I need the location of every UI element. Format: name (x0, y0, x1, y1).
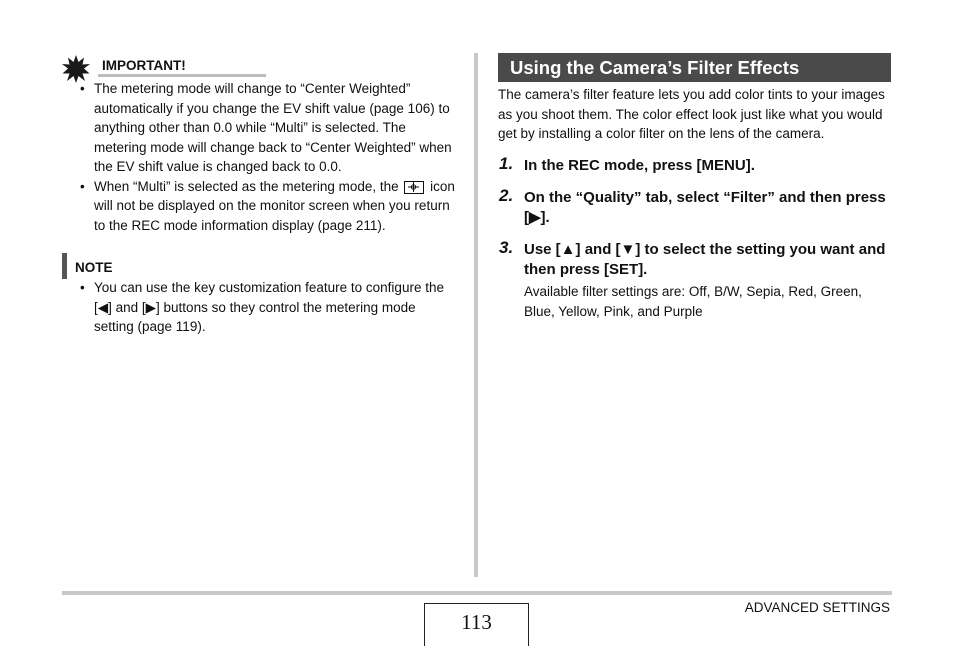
note-title: NOTE (75, 260, 113, 275)
step-text: Use [▲] and [▼] to select the setting you want and then press [SET]. (524, 240, 886, 278)
important-item-2-start: When “Multi” is selected as the metering mode, the (94, 178, 399, 194)
left-column (62, 55, 462, 337)
section-title: Using the Camera’s Filter Effects (498, 53, 891, 82)
step-number: 1. (499, 153, 514, 173)
list-item (62, 79, 456, 177)
bullet: • (80, 81, 85, 96)
step-3 (498, 237, 891, 322)
important-item-2-end: icon will not be displayed on the monitor screen when you return to the REC mode information display (page 211). (94, 178, 455, 233)
step-1 (498, 153, 891, 176)
important-underline (98, 74, 266, 77)
section-intro: The camera’s filter feature lets you add color tints to your images as you shoot them. The color effect look just like what you would get by installing a color filter on the lens of the camera. (498, 87, 885, 141)
bullet: • (80, 178, 85, 194)
footer-rule (62, 591, 892, 595)
important-title: IMPORTANT! (102, 58, 186, 73)
column-divider (474, 53, 478, 577)
footer-section-label: ADVANCED SETTINGS (744, 600, 890, 615)
note-item-1: You can use the key customization feature to configure the [◀] and [▶] buttons so they control the metering mode setting (page 119). (94, 280, 444, 334)
important-item-1: The metering mode will change to “Center Weighted” automatically if you change the EV shift value (page 106) to anything other than 0.0 while “Multi” is selected. The metering mode will change back to “Center Weighted” when the EV shift value is changed back to 0.0. (94, 81, 452, 174)
bullet: • (80, 280, 85, 295)
note-list (62, 278, 456, 337)
step-subtext: Available filter settings are: Off, B/W, Sepia, Red, Green, Blue, Yellow, Pink, and Purple (524, 283, 862, 319)
note-block (62, 257, 462, 337)
page-number: 113 (424, 603, 529, 646)
note-bar (62, 253, 67, 279)
step-number: 2. (499, 185, 514, 205)
important-header (62, 55, 462, 79)
multi-metering-icon (404, 181, 424, 194)
right-column (498, 53, 891, 322)
list-item (62, 177, 456, 236)
important-list (62, 79, 456, 235)
step-number: 3. (499, 237, 514, 257)
list-item (62, 278, 456, 337)
step-2 (498, 185, 891, 228)
step-text: On the “Quality” tab, select “Filter” and then press [▶]. (524, 188, 886, 226)
step-text: In the REC mode, press [MENU]. (524, 156, 755, 174)
